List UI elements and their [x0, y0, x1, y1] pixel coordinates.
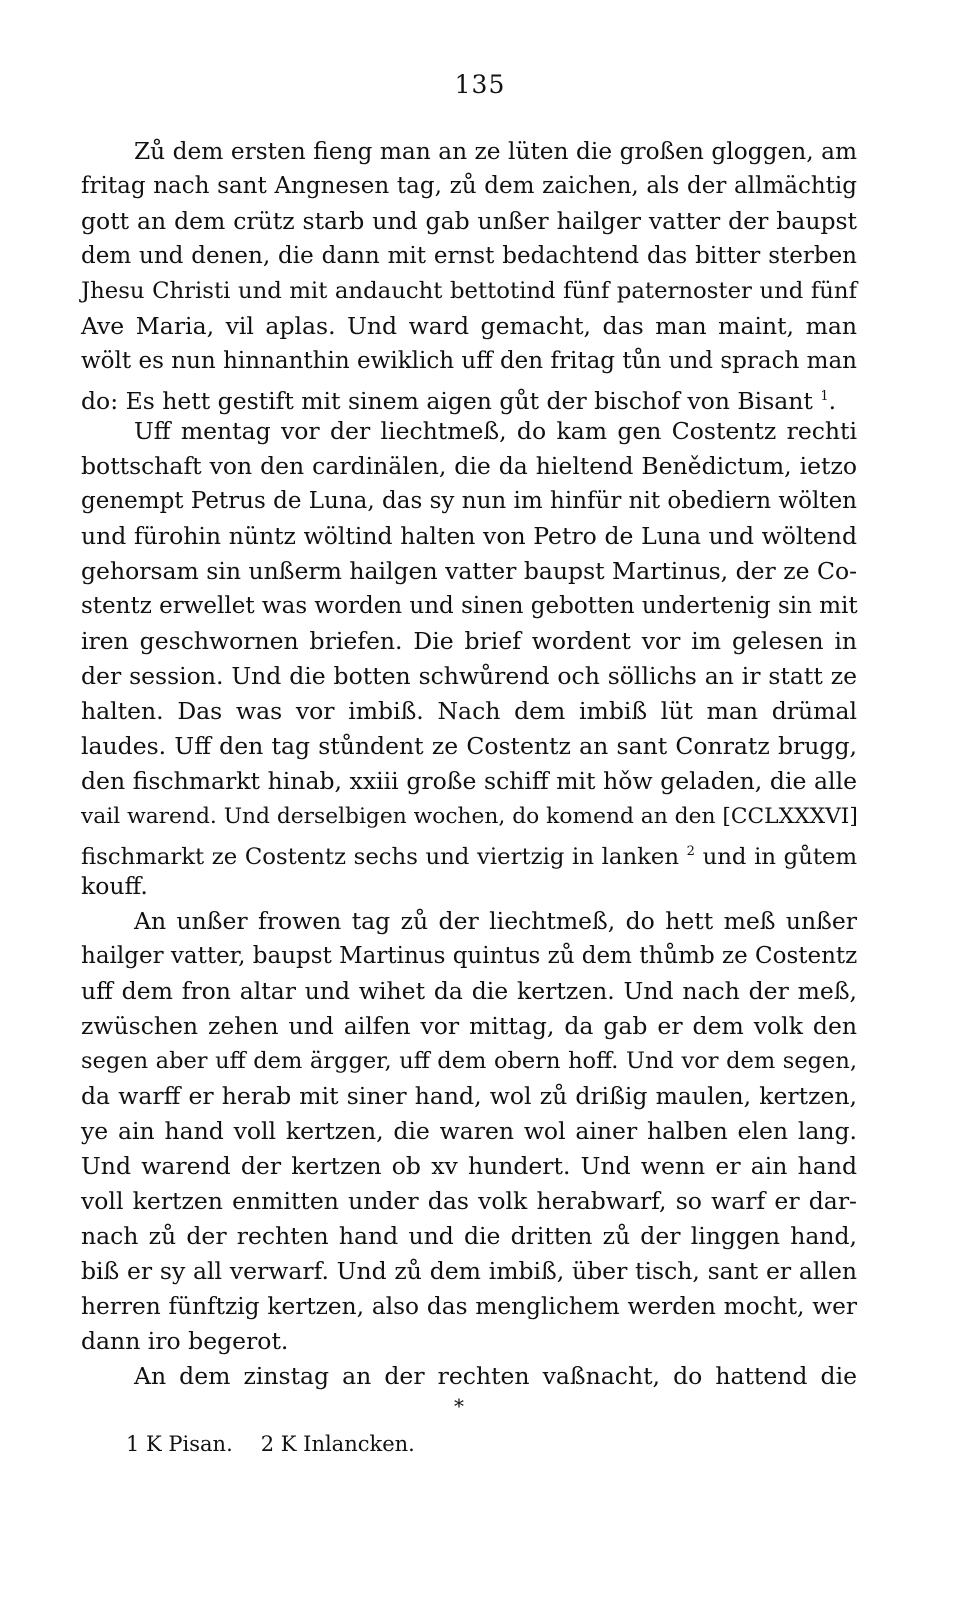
text-line: bottschaft von den cardinälen, die da hieltend Benědictum, ietzo: [81, 452, 857, 480]
text-line: vail warend. Und derselbigen wochen, do komend an den [CCLXXXVI]: [81, 804, 858, 829]
text-segment: und in gůtem: [702, 844, 858, 870]
text-line: An dem zinstag an der rechten vaßnacht, do hattend die: [134, 1362, 857, 1390]
text-line: zwüschen zehen und ailfen vor mittag, da gab er dem volk den: [81, 1012, 857, 1040]
text-line: wölt es nun hinnanthin ewiklich uff den fritag tůn und sprach man: [81, 348, 857, 374]
text-line: halten. Das was vor imbiß. Nach dem imbiß lüt man drümal: [81, 697, 857, 725]
text-line: [81, 379, 857, 414]
text-segment: do: Es hett gestift mit sinem aigen gůt der bischof von Bisant: [81, 387, 813, 415]
text-line: dann iro begerot.: [81, 1327, 289, 1355]
text-line: biß er sy all verwarf. Und zů dem imbiß, über tisch, sant er allen: [81, 1257, 857, 1285]
text-line: gehorsam sin unßerm hailgen vatter baupst Martinus, der ze Co-: [81, 557, 858, 585]
text-line: An unßer frowen tag zů der liechtmeß, do hett meß unßer: [134, 907, 857, 935]
footnote: 1 K Pisan.: [126, 1432, 233, 1456]
text-line: da warff er herab mit siner hand, wol zů drißig maulen, kertzen,: [81, 1082, 857, 1110]
text-segment: fischmarkt ze Costentz sechs und viertzig in lanken: [81, 844, 680, 870]
footnote-ref: 1: [820, 389, 829, 404]
text-line: dem und denen, die dann mit ernst bedachtend das bitter sterben: [81, 243, 857, 269]
footnotes: [126, 1430, 443, 1458]
page-number: 135: [454, 70, 506, 99]
text-line: und fürohin nüntz wöltind halten von Petro de Luna und wöltend: [81, 522, 857, 550]
text-line: kouff.: [81, 872, 148, 900]
text-segment: .: [828, 387, 837, 415]
text-line: herren fünftzig kertzen, also das menglichem werden mocht, wer: [81, 1293, 857, 1320]
text-line: gott an dem crütz starb und gab unßer hailger vatter der baupst: [81, 207, 857, 235]
text-line: iren geschwornen briefen. Die brief wordent vor im gelesen in: [81, 627, 857, 655]
footnote: 2 K Inlancken.: [260, 1432, 415, 1456]
text-line: genempt Petrus de Luna, das sy nun im hinfür nit obediern wölten: [81, 488, 857, 514]
text-line: den fischmarkt hinab, xxiii große schiff mit hǒw geladen, die alle: [81, 767, 857, 795]
text-line: uff dem fron altar und wihet da die kertzen. Und nach der meß,: [81, 977, 857, 1005]
signature-marker: *: [454, 1394, 464, 1418]
text-line: Jhesu Christi und mit andaucht bettotind fünf paternoster und fünf: [81, 278, 857, 304]
text-line: der session. Und die botten schwůrend och söllichs an ir statt ze: [81, 662, 857, 690]
text-line: nach zů der rechten hand und die dritten zů der linggen hand,: [81, 1222, 857, 1250]
text-line: Uff mentag vor der liechtmeß, do kam gen Costentz rechti: [134, 417, 857, 445]
text-line: ye ain hand voll kertzen, die waren wol ainer halben elen lang.: [81, 1117, 857, 1145]
footnote-ref: 2: [686, 844, 695, 859]
text-line: hailger vatter, baupst Martinus quintus zů dem thůmb ze Costentz: [81, 943, 858, 969]
text-line: segen aber uff dem ärgger, uff dem obern hoff. Und vor dem segen,: [81, 1048, 857, 1074]
text-line: voll kertzen enmitten under das volk herabwarf, so warf er dar-: [81, 1187, 857, 1215]
text-line: Zů dem ersten fieng man an ze lüten die großen gloggen, am: [134, 138, 857, 165]
text-line: Ave Maria, vil aplas. Und ward gemacht, das man maint, man: [81, 312, 857, 340]
text-line: fritag nach sant Angnesen tag, zů dem zaichen, als der allmächtig: [81, 173, 857, 199]
text-line: stentz erwellet was worden und sinen gebotten undertenig sin mit: [81, 593, 858, 619]
text-line: laudes. Uff den tag stůndent ze Costentz an sant Conratz brugg,: [81, 732, 857, 760]
text-line: Und warend der kertzen ob xv hundert. Und wenn er ain hand: [81, 1152, 857, 1180]
text-line: [81, 834, 857, 869]
